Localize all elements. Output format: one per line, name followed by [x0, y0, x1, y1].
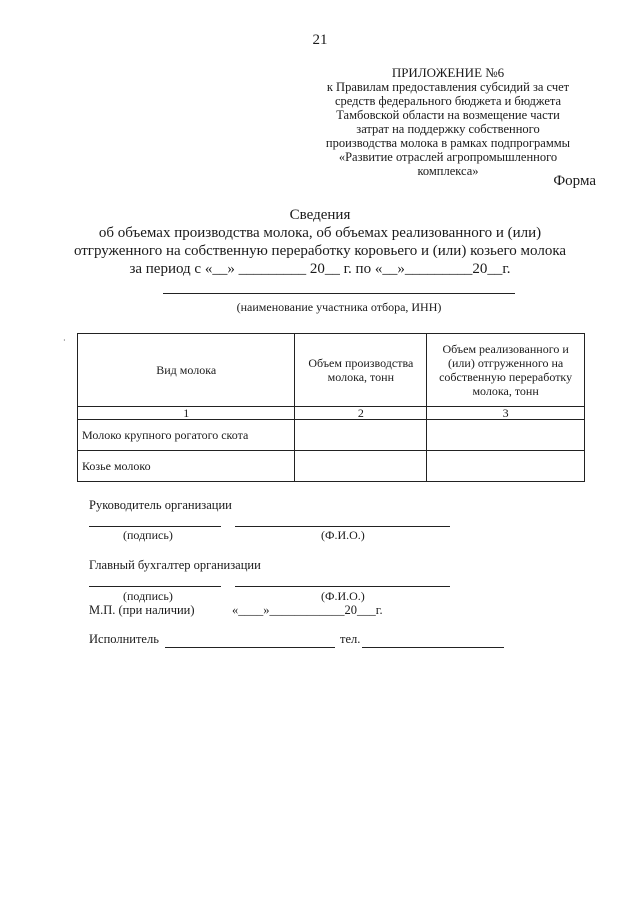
appendix-line: затрат на поддержку собственного — [356, 122, 540, 136]
title-period-line: за период с «__» _________ 20__ г. по «__»_________20__г. — [129, 261, 511, 277]
table-row — [78, 451, 585, 482]
head-title: Руководитель организации — [89, 498, 232, 512]
document-title — [60, 206, 580, 278]
row-milk-type: Козье молоко — [78, 451, 295, 482]
participant-caption: (наименование участника отбора, ИНН) — [236, 300, 442, 314]
head-name-caption: (Ф.И.О.) — [321, 528, 365, 542]
table-row — [78, 420, 585, 451]
title-heading: Сведения — [289, 207, 351, 223]
executor-line[interactable] — [165, 647, 335, 648]
participant-fill-line[interactable] — [163, 293, 515, 294]
head-signature-line[interactable] — [89, 526, 221, 527]
table-header-row — [78, 334, 585, 407]
appendix-line: «Развитие отраслей агропромышленного — [338, 150, 558, 164]
column-number: 3 — [427, 407, 585, 420]
appendix-line: производства молока в рамках подпрограммы — [325, 136, 571, 150]
header-production-volume: Объем производства молока, тонн — [295, 334, 427, 407]
appendix-line: Тамбовской области на возмещение части — [336, 108, 560, 122]
form-label: Форма — [553, 173, 596, 189]
accountant-signature-line[interactable] — [89, 586, 221, 587]
accountant-signature-caption: (подпись) — [123, 589, 173, 603]
milk-volume-table — [77, 333, 585, 482]
accountant-name-line[interactable] — [235, 586, 450, 587]
head-signature-caption: (подпись) — [123, 528, 173, 542]
row-sold-cell[interactable] — [427, 451, 585, 482]
column-number: 1 — [78, 407, 295, 420]
row-production-cell[interactable] — [295, 420, 427, 451]
executor-label: Исполнитель — [89, 632, 159, 646]
title-line-1: об объемах производства молока, об объемах реализованного и (или) — [98, 225, 542, 241]
head-name-line[interactable] — [235, 526, 450, 527]
title-line-2: отгруженного на собственную переработку коровьего и (или) козьего молока — [73, 243, 567, 259]
row-production-cell[interactable] — [295, 451, 427, 482]
header-milk-type: Вид молока — [78, 334, 295, 407]
accountant-title: Главный бухгалтер организации — [89, 558, 261, 572]
phone-label: тел. — [340, 632, 361, 646]
margin-mark: · — [63, 336, 66, 345]
appendix-line: комплекса» — [417, 164, 479, 178]
phone-line[interactable] — [362, 647, 504, 648]
appendix-block — [318, 66, 578, 178]
appendix-line: средств федерального бюджета и бюджета — [334, 94, 562, 108]
appendix-line: к Правилам предоставления субсидий за счет — [326, 80, 570, 94]
date-field[interactable]: «____»____________20___г. — [232, 603, 383, 617]
header-sold-volume: Объем реализованного и (или) отгруженного на собственную переработку молока, тонн — [427, 334, 585, 407]
seal-label: М.П. (при наличии) — [89, 603, 195, 617]
row-milk-type: Молоко крупного рогатого скота — [78, 420, 295, 451]
appendix-title: ПРИЛОЖЕНИЕ №6 — [391, 65, 505, 80]
accountant-name-caption: (Ф.И.О.) — [321, 589, 365, 603]
table-number-row — [78, 407, 585, 420]
column-number: 2 — [295, 407, 427, 420]
page-number: 21 — [312, 32, 328, 48]
row-sold-cell[interactable] — [427, 420, 585, 451]
